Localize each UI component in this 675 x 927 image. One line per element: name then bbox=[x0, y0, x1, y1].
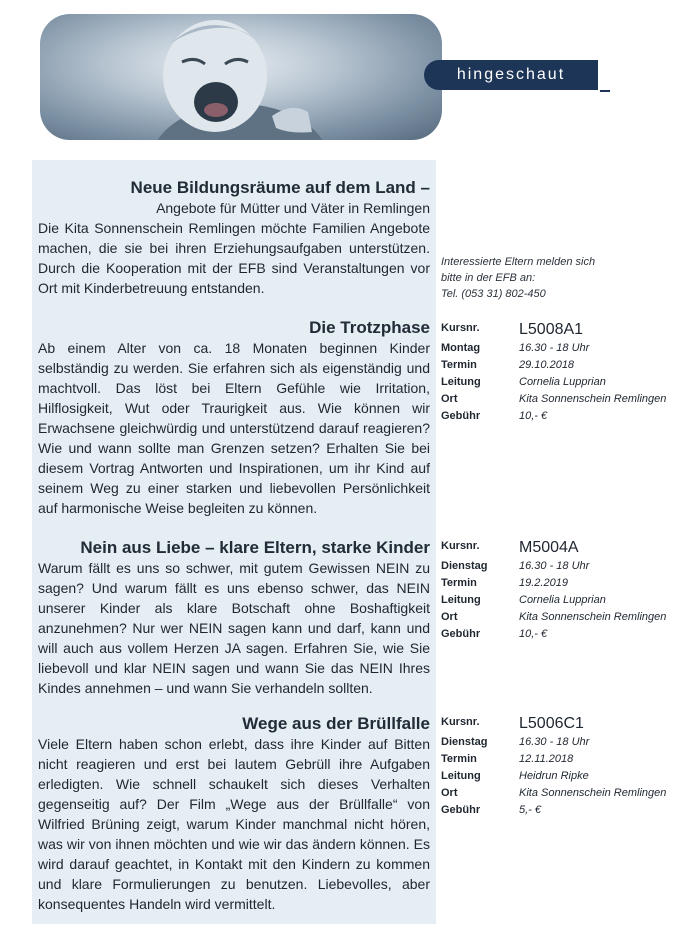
section-tag: hingeschaut bbox=[424, 60, 598, 90]
course-info-3 bbox=[441, 714, 673, 819]
info-value: Kita Sonnenschein Remlingen bbox=[519, 787, 667, 799]
article-title: Die Trotzphase bbox=[309, 318, 430, 337]
note-line-2: bitte in der EFB an: bbox=[441, 272, 536, 284]
info-label: Termin bbox=[441, 753, 477, 765]
article-text: Ab einem Alter von ca. 18 Monaten beginnen Kinder selbständig zu werden. Sie erfahren sich als eigenständig und machtvoll. Das löst bei Eltern Gefühle wie Irritation, Hilflosigkeit, Wut oder Traurigkeit aus. Wie können wir Erwachsene gleichwürdig und unterstützend darauf reagieren? Wie und wann sollte man Grenzen setzen? Erhalten Sie bei diesem Vortrag Antworten und Inspirationen, um ihr Kind auf seinem Weg zu einer starken und liebevollen Persönlichkeit auf harmonische Weise begleiten zu können. bbox=[38, 340, 430, 516]
course-info-1 bbox=[441, 320, 673, 425]
child-photo-illustration bbox=[40, 14, 442, 140]
registration-note bbox=[441, 254, 661, 302]
article-title: Wege aus der Brüllfalle bbox=[242, 714, 430, 733]
info-value: 10,- € bbox=[519, 410, 548, 422]
info-label: Dienstag bbox=[441, 560, 488, 572]
course-number: M5004A bbox=[519, 539, 579, 556]
course-number: L5006C1 bbox=[519, 715, 584, 732]
info-label: Termin bbox=[441, 359, 477, 371]
intro-block bbox=[38, 178, 430, 298]
course-number: L5008A1 bbox=[519, 321, 584, 338]
intro-text: Die Kita Sonnenschein Remlingen möchte Familien Angebote machen, die sie bei ihren Erziehungsaufgaben unterstützen. Durch die Kooperation mit der EFB sind Veranstaltungen vor Ort mit Kinderbetreuung entstanden. bbox=[38, 220, 430, 296]
tag-dash bbox=[600, 90, 610, 92]
info-value: 16.30 - 18 Uhr bbox=[519, 342, 590, 354]
note-line-1: Interessierte Eltern melden sich bbox=[441, 256, 596, 268]
info-label: Leitung bbox=[441, 376, 481, 388]
article-text: Viele Eltern haben schon erlebt, dass ihre Kinder auf Bitten nicht reagieren und erst bei lautem Gebrüll ihre Aufgaben erledigten. Wie schnell schaukelt sich dieses Verhalten gegenseitig auf? Der Film „Wege aus der Brüllfalle“ von Wilfried Brüning zeigt, warum Kinder manchmal nicht hören, was wir von ihnen möchten und wie wir das ändern können. Es wird darauf geachtet, in Kontakt mit den Kindern zu kommen und klare Formulierungen zu benutzen. Liebevolles, aber konsequentes Handeln wird vermittelt. bbox=[38, 736, 430, 912]
info-value: Heidrun Ripke bbox=[519, 770, 589, 782]
info-value: 29.10.2018 bbox=[519, 359, 575, 371]
info-label: Ort bbox=[441, 787, 458, 799]
info-label: Ort bbox=[441, 393, 458, 405]
info-value: Kita Sonnenschein Remlingen bbox=[519, 611, 667, 623]
header-photo bbox=[40, 14, 442, 140]
article-nein-aus-liebe bbox=[38, 538, 430, 698]
info-value: Kita Sonnenschein Remlingen bbox=[519, 393, 667, 405]
info-value: Cornelia Lupprian bbox=[519, 376, 606, 388]
info-value: Cornelia Lupprian bbox=[519, 594, 606, 606]
article-title: Nein aus Liebe – klare Eltern, starke Kinder bbox=[80, 538, 430, 557]
info-label: Montag bbox=[441, 342, 481, 354]
info-value: 16.30 - 18 Uhr bbox=[519, 560, 590, 572]
intro-subtitle: Angebote für Mütter und Väter in Remlingen bbox=[156, 200, 430, 216]
info-label: Leitung bbox=[441, 594, 481, 606]
info-value: 12.11.2018 bbox=[519, 753, 574, 765]
article-trotzphase bbox=[38, 318, 430, 518]
article-text: Warum fällt es uns so schwer, mit gutem Gewissen NEIN zu sagen? Und warum fällt es uns ebenso schwer, das NEIN unserer Kinder als klare Botschaft ohne Boshaftigkeit anzunehmen? Nur wer NEIN sagen kann und darf, kann und will auch aus vollem Herzen JA sagen. Erfahren Sie, wie Sie liebevoll und klar NEIN sagen und wann Sie das NEIN Ihres Kindes annehmen – und wann Sie verhandeln sollten. bbox=[38, 560, 430, 696]
info-label: Leitung bbox=[441, 770, 481, 782]
info-value: 16.30 - 18 Uhr bbox=[519, 736, 590, 748]
info-label: Termin bbox=[441, 577, 477, 589]
article-bruellfalle bbox=[38, 714, 430, 914]
info-label: Dienstag bbox=[441, 736, 488, 748]
intro-title: Neue Bildungsräume auf dem Land – bbox=[130, 178, 430, 197]
info-label: Gebühr bbox=[441, 804, 481, 816]
info-value: 5,- € bbox=[519, 804, 542, 816]
info-value: 10,- € bbox=[519, 628, 548, 640]
info-label: Gebühr bbox=[441, 628, 481, 640]
info-label: Gebühr bbox=[441, 410, 481, 422]
course-info-2 bbox=[441, 538, 673, 643]
note-phone: Tel. (053 31) 802-450 bbox=[441, 288, 546, 300]
info-label: Kursnr. bbox=[441, 716, 480, 728]
info-label: Ort bbox=[441, 611, 458, 623]
info-label: Kursnr. bbox=[441, 540, 480, 552]
info-label: Kursnr. bbox=[441, 322, 480, 334]
info-value: 19.2.2019 bbox=[519, 577, 568, 589]
